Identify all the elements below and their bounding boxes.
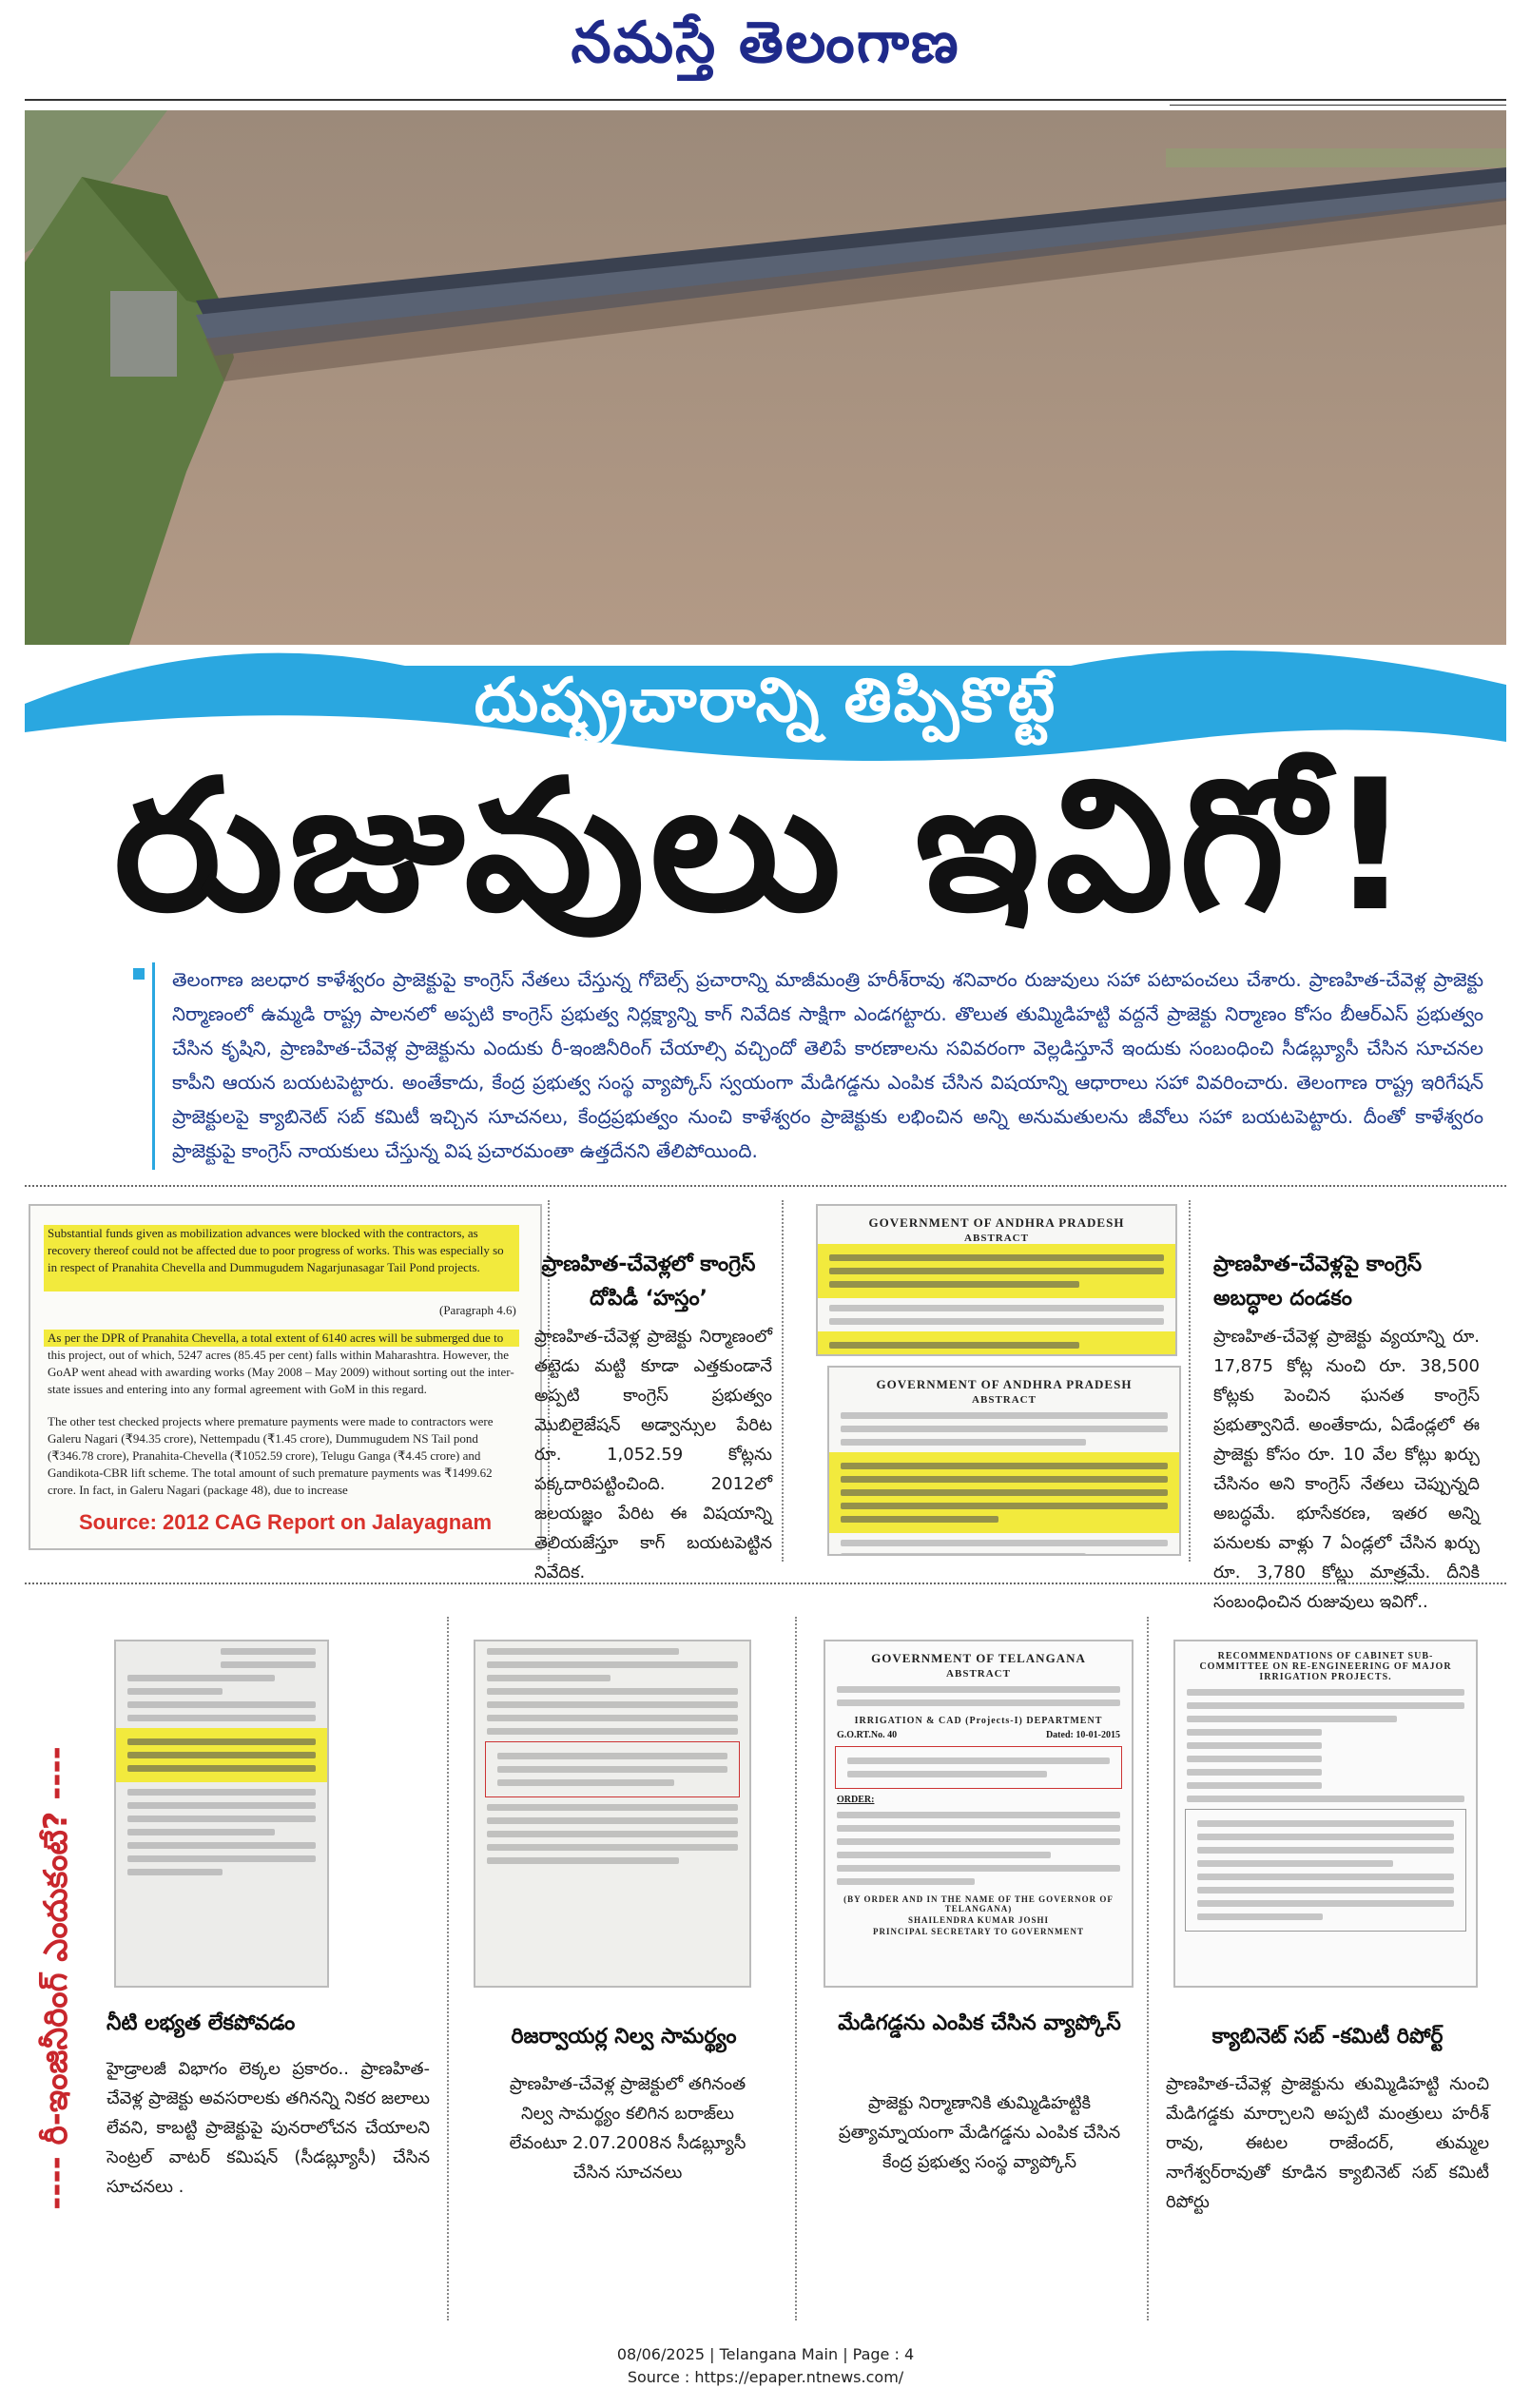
column-divider <box>1147 1617 1149 2321</box>
cag-para-2: As per the DPR of Pranahita Chevella, a total extent of 6140 acres will be submerged due to this project, out of which, 5247 acres (85.45 per cent) falls within Maharashtra. However, the GoAP went ahead with awarding works (May 2008 – May 2009) without sorting out the inter-state issues and entering into any formal agreement with GoM in this regard. <box>48 1330 514 1396</box>
section-divider-top <box>25 1185 1506 1187</box>
item-2-body: ప్రాణహిత-చేవెళ్ల ప్రాజెక్టులో తగినంత నిల్వ సామర్థ్యం కలిగిన బరాజ్‌లు లేవంటూ 2.07.2008న సీడబ్ల్యూసీ చేసిన సూచనలు <box>509 2074 746 2183</box>
article-2-body: ప్రాణహిత-చేవెళ్ల ప్రాజెక్టు వ్యయాన్ని రూ. 17,875 కోట్ల నుంచి రూ. 38,500 కోట్లకు పెంచిన ఘనత కాంగ్రెస్ ప్రభుత్వానిదే. అంతేకాదు, ఏడేండ్లలో ఈ ప్రాజెక్టు కోసం రూ. 10 వేల కోట్లు ఖర్చు చేసినం అని కాంగ్రెస్ నేతలు చెప్పున్నది అబద్ధమే. భూసేకరణ, ఇతర అన్ని పనులకు వాళ్లు 7 ఏండ్లలో చేసిన ఖర్చు రూ. 3,780 కోట్లు మాత్రమే. దీనికి సంబంధించిన రుజువులు ఇవిగో.. <box>1213 1327 1480 1612</box>
column-divider <box>447 1617 449 2321</box>
ap-go-2-title: GOVERNMENT OF ANDHRA PRADESH <box>876 1377 1133 1391</box>
cabinet-doc-title: RECOMMENDATIONS OF CABINET SUB-COMMITTEE ON RE-ENGINEERING OF MAJOR IRRIGATION PROJECTS. <box>1199 1651 1452 1682</box>
tg-go-dept: IRRIGATION & CAD (Projects-I) DEPARTMENT <box>854 1716 1103 1726</box>
headline-kicker: దుష్ప్రచారాన్ని తిప్పికొట్టే <box>474 666 1057 736</box>
tg-go-number: G.O.RT.No. 40 <box>837 1730 898 1740</box>
column-divider <box>1189 1200 1191 1562</box>
ap-go-2-subtitle: ABSTRACT <box>972 1394 1037 1406</box>
footer-edition-line: 08/06/2025 | Telangana Main | Page : 4 <box>616 2345 915 2363</box>
telangana-go-document <box>824 1640 1134 1988</box>
cag-source-caption: Source: 2012 CAG Report on Jalayagnam <box>78 1510 493 1534</box>
tg-go-sign-3: PRINCIPAL SECRETARY TO GOVERNMENT <box>873 1927 1084 1936</box>
item-3-heading: మేడిగడ్డను ఎంపిక చేసిన వ్యాప్కోస్ <box>838 2011 1121 2035</box>
tg-go-title: GOVERNMENT OF TELANGANA <box>871 1651 1086 1665</box>
cwc-letter-document <box>114 1640 329 1988</box>
article-1-heading: ప్రాణహిత-చేవెళ్లలో కాంగ్రెస్ దోపిడీ ‘హస్తం’ <box>541 1253 756 1311</box>
cag-para-1: Substantial funds given as mobilization advances were blocked with the contractors, as recovery thereof could not be affected due to poor progress of works. This was especially so in respect of Pranahita Chevella and Dummugudem Nagarjunasagar Tail Pond projects. <box>48 1226 504 1274</box>
item-1-heading: నీటి లభ్యత లేకపోవడం <box>107 2011 296 2035</box>
masthead-rule-secondary <box>1170 105 1506 106</box>
column-divider <box>795 1617 797 2321</box>
side-vertical-label <box>27 1655 93 2301</box>
newspaper-logo: నమస్తే తెలంగాణ <box>571 10 960 76</box>
page-footer <box>0 2343 1531 2389</box>
side-label-text: ---- రీ-ఇంజినీరింగ్ ఎందుకంటే? ---- <box>37 1746 75 2210</box>
item-2-heading: రిజర్వాయర్ల నిల్వ సామర్థ్యం <box>511 2025 737 2049</box>
cag-para-ref: (Paragraph 4.6) <box>439 1303 516 1317</box>
item-3-body: ప్రాజెక్టు నిర్మాణానికి తుమ్మిడిహట్టికి ప్రత్యామ్నాయంగా మేడిగడ్డను ఎంపిక చేసిన కేంద్ర ప్రభుత్వ సంస్థ వ్యాప్కోస్ <box>838 2093 1121 2172</box>
ap-go-document-2 <box>827 1366 1181 1556</box>
article-2-heading: ప్రాణహిత-చేవెళ్లపై కాంగ్రెస్ అబద్ధాల దండకం <box>1213 1253 1423 1311</box>
cabinet-subcommittee-document <box>1173 1640 1478 1988</box>
tg-go-subtitle: ABSTRACT <box>946 1668 1011 1680</box>
footer-source-link[interactable]: Source : https://epaper.ntnews.com/ <box>627 2368 904 2386</box>
intro-marker-icon <box>133 968 145 980</box>
ap-go-1-title: GOVERNMENT OF ANDHRA PRADESH <box>868 1215 1125 1230</box>
item-4-heading: క్యాబినెట్ సబ్ -కమిటీ రిపోర్ట్ <box>1211 2025 1444 2049</box>
cag-report-document <box>29 1204 542 1550</box>
ap-go-document-1 <box>816 1204 1177 1356</box>
tg-go-sign-2: SHAILENDRA KUMAR JOSHI <box>907 1915 1050 1925</box>
cwc-reservoir-document <box>474 1640 751 1988</box>
ap-go-1-subtitle: ABSTRACT <box>964 1233 1029 1244</box>
masthead-rule <box>25 99 1506 101</box>
item-1-body: హైడ్రాలజీ విభాగం లెక్కల ప్రకారం.. ప్రాణహిత-చేవెళ్ల ప్రాజెక్టు అవసరాలకు తగినన్ని నికర జలాలు లేవని, కాబట్టి ప్రాజెక్టుపై పునరాలోచన చేయాలని సెంట్రల్ వాటర్ కమిషన్ (సీడబ్ల్యూసీ) చేసిన సూచనలు . <box>107 2059 430 2197</box>
column-divider <box>782 1200 784 1562</box>
barrage-photo-illustration <box>25 110 1506 645</box>
item-4-body: ప్రాణహిత-చేవెళ్ల ప్రాజెక్టును తుమ్మిడిహట్టి నుంచి మేడిగడ్డకు మార్చాలని అప్పటి మంత్రులు హరీశ్ రావు, ఈటల రాజేందర్, తుమ్మల నాగేశ్వర్‌రావుతో కూడిన క్యాబినెట్ సబ్ కమిటీ రిపోర్టు <box>1166 2074 1489 2212</box>
section-divider-middle <box>25 1583 1506 1584</box>
barrage-aerial-photo <box>25 110 1506 645</box>
intro-paragraph: తెలంగాణ జలధార కాళేశ్వరం ప్రాజెక్టుపై కాంగ్రెస్ నేతలు చేస్తున్న గోబెల్స్ ప్రచారాన్ని మాజీమంత్రి హరీశ్‌రావు శనివారం రుజువులు సహా పటాపంచలు చేశారు. ప్రాణహిత-చేవెళ్ల ప్రాజెక్టు నిర్మాణంలో ఉమ్మడి రాష్ట్ర పాలనలో అప్పటి కాంగ్రెస్ ప్రభుత్వ నిర్లక్ష్యాన్ని కాగ్ నివేదిక సాక్షిగా ఎండగట్టారు. తొలుత తుమ్మిడిహట్టి వద్దనే ప్రాజెక్టు నిర్మాణం కోసం బీఆర్‌ఎస్ ప్రభుత్వం చేసిన కృషిని, ప్రాణహిత-చేవెళ్ల ప్రాజెక్టును ఎందుకు రీ-ఇంజినీరింగ్ చేయాల్సి వచ్చిందో తెలిపే కారణాలను సవివరంగా వెల్లడిస్తూనే ఇందుకు సంబంధించి సీడబ్ల్యూసీ చేసిన సూచనల కాపీని ఆయన బయటపెట్టారు. అంతేకాదు, కేంద్ర ప్రభుత్వ సంస్థ వ్యాప్కోస్ స్వయంగా మేడిగడ్డను ఎంపిక చేసిన విషయాన్ని ఆధారాలు సహా వివరించారు. తెలంగాణ రాష్ట్ర ఇరిగేషన్ ప్రాజెక్టులపై క్యాబినెట్ సబ్ కమిటీ ఇచ్చిన సూచనలు, కేంద్రప్రభుత్వం నుంచి కాళేశ్వరం ప్రాజెక్టుకు లభించిన అన్ని అనుమతులను జీవోలు సహా బయటపెట్టారు. దీంతో కాళేశ్వరం ప్రాజెక్టుపై కాంగ్రెస్ నాయకులు చేస్తున్న విష ప్రచారమంతా ఉత్తదేనని తేలిపోయింది. <box>152 962 1483 1170</box>
tg-go-date: Dated: 10-01-2015 <box>1045 1730 1120 1740</box>
cag-para-3: The other test checked projects where premature payments were made to contractors were Galeru Nagari (₹94.35 crore), Nettempadu (₹1.45 crore), Dummugudem NS Tail pond (₹346.78 crore), Pranahita-Chevella (₹1052.59 crore), Telugu Ganga (₹4.45 crore) and Gandikota-CBR lift scheme. The total amount of such premature payments was ₹1499.62 crore. In fact, in Galeru Nagari (package 48), due to increase <box>48 1414 494 1497</box>
tg-go-sign-1: (BY ORDER AND IN THE NAME OF THE GOVERNOR OF TELANGANA) <box>843 1894 1114 1913</box>
tg-go-order: ORDER: <box>837 1795 875 1805</box>
article-1-body: ప్రాణహిత-చేవెళ్ల ప్రాజెక్టు నిర్మాణంలో తట్టెడు మట్టి కూడా ఎత్తకుండానే అప్పటి కాంగ్రెస్ ప్రభుత్వం మొబిలైజేషన్ అడ్వాన్సుల పేరిట రూ. 1,052.59 కోట్లను పక్కదారిపట్టించింది. 2012లో జలయజ్ఞం పేరిట ఈ విషయాన్ని తెలియజేస్తూ కాగ్ బయటపెట్టిన నివేదిక. <box>534 1327 772 1583</box>
masthead <box>0 0 1531 95</box>
main-headline: రుజువులు ఇవిగో! <box>113 741 1418 951</box>
